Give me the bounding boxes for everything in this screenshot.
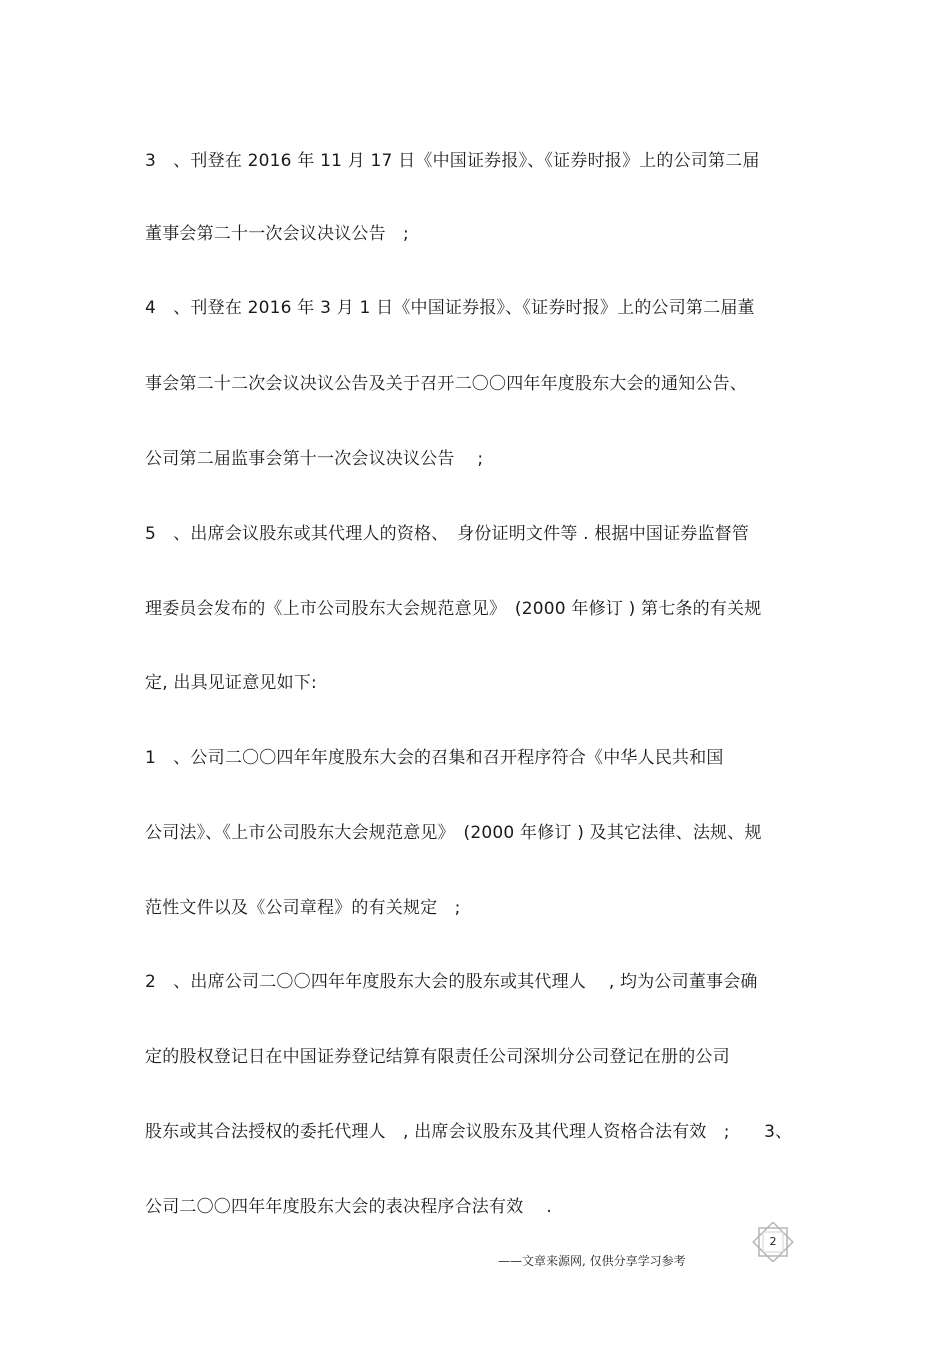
paragraph-line-2: 董事会第二十一次会议决议公告 ;	[145, 224, 409, 244]
page-number: 2	[769, 1235, 777, 1248]
paragraph-line-4: 事会第二十二次会议决议公告及关于召开二〇〇四年年度股东大会的通知公告、	[145, 374, 747, 394]
paragraph-line-3: 4 、刊登在 2016 年 3 月 1 日《中国证券报》、《证券时报》上的公司第二届董	[145, 298, 755, 318]
paragraph-line-8: 定, 出具见证意见如下:	[145, 673, 317, 693]
paragraph-line-6: 5 、出席会议股东或其代理人的资格、 身份证明文件等 . 根据中国证券监督管	[145, 524, 750, 544]
paragraph-line-13: 定的股权登记日在中国证券登记结算有限责任公司深圳分公司登记在册的公司	[145, 1047, 730, 1067]
paragraph-line-1: 3 、刊登在 2016 年 11 月 17 日《中国证券报》、《证券时报》上的公司第二届	[145, 151, 760, 171]
paragraph-line-11: 范性文件以及《公司章程》的有关规定 ;	[145, 898, 461, 918]
paragraph-line-12: 2 、出席公司二〇〇四年年度股东大会的股东或其代理人 , 均为公司董事会确	[145, 972, 758, 992]
footer-note: ——文章来源网, 仅供分享学习参考	[498, 1254, 686, 1268]
paragraph-line-7: 理委员会发布的《上市公司股东大会规范意见》 (2000 年修订 ) 第七条的有关规	[145, 599, 762, 619]
paragraph-line-5: 公司第二届监事会第十一次会议决议公告 ;	[145, 449, 484, 469]
paragraph-line-15: 公司二〇〇四年年度股东大会的表决程序合法有效 .	[145, 1197, 552, 1217]
paragraph-line-10: 公司法》、《上市公司股东大会规范意见》 (2000 年修订 ) 及其它法律、法规、规	[145, 823, 762, 843]
paragraph-line-14: 股东或其合法授权的委托代理人 , 出席会议股东及其代理人资格合法有效 ; 3、	[145, 1122, 793, 1142]
page-number-badge	[750, 1222, 796, 1262]
paragraph-line-9: 1 、公司二〇〇四年年度股东大会的召集和召开程序符合《中华人民共和国	[145, 748, 724, 768]
